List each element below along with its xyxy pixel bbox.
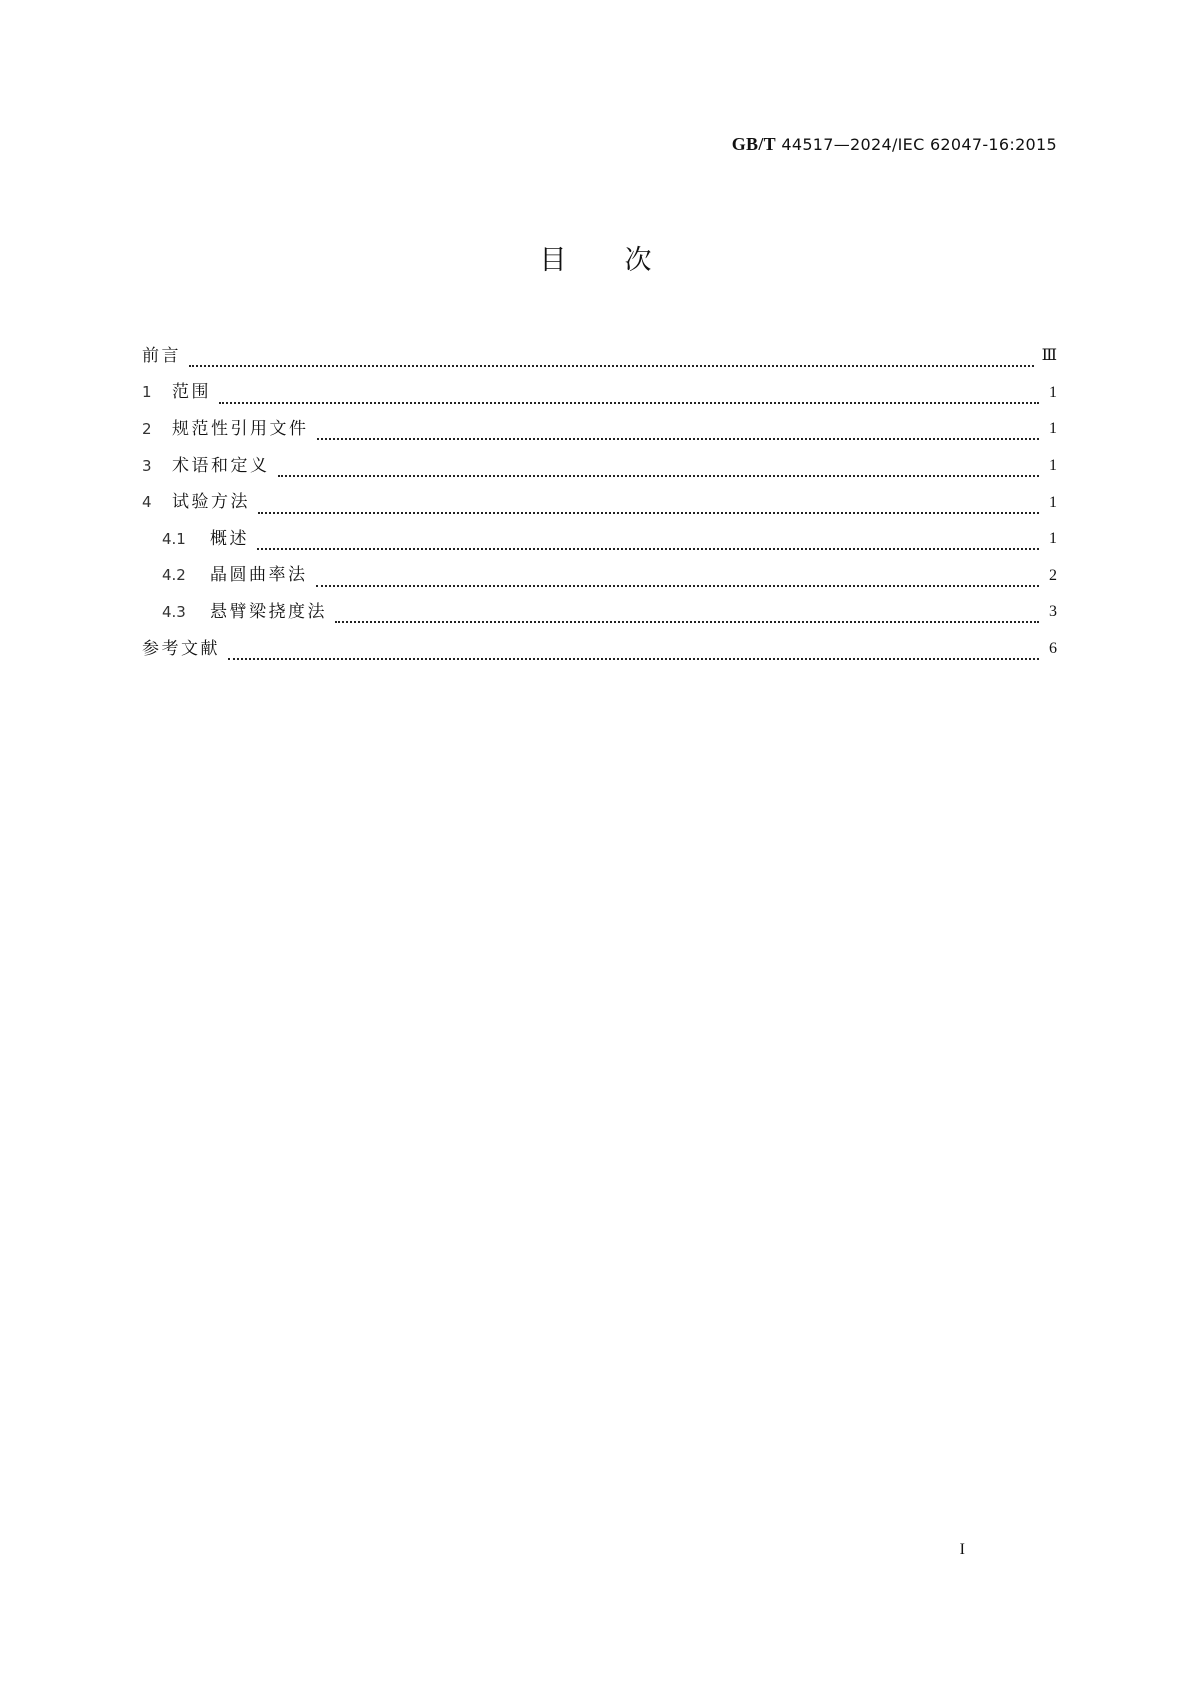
toc-entry-scope[interactable] [142,375,1057,412]
toc-entry-page: 1 [1049,383,1057,401]
toc-entry-label: 试验方法 [172,492,250,513]
toc-title: 目次 [539,245,710,276]
toc-entry-label: 悬臂梁挠度法 [210,601,327,622]
toc-entry-label: 术语和定义 [172,455,270,476]
dot-leader [189,351,1034,367]
toc-entry-label: 规范性引用文件 [172,418,309,439]
standard-code-number: 44517—2024/IEC 62047-16:2015 [775,135,1057,154]
document-header [732,134,1057,155]
toc-entry-page: Ⅲ [1041,347,1057,365]
toc-entry-bibliography[interactable] [142,631,1057,668]
table-of-contents [142,338,1057,667]
toc-entry-normative-references[interactable] [142,411,1057,448]
toc-entry-label: 参考文献 [142,638,220,659]
toc-entry-number: 4.2 [162,566,186,585]
toc-entry-page: 2 [1049,566,1057,584]
page-number: I [959,1541,965,1558]
dot-leader [316,571,1040,587]
toc-entry-number: 4.3 [162,602,186,621]
dot-leader [219,388,1039,404]
toc-entry-number: 1 [142,383,152,402]
toc-entry-foreword[interactable] [142,338,1057,375]
toc-entry-page: 1 [1049,530,1057,548]
toc-entry-number: 2 [142,419,152,438]
toc-entry-overview[interactable] [142,521,1057,558]
dot-leader [228,644,1039,660]
toc-entry-number: 4 [142,493,152,512]
toc-entry-label: 晶圆曲率法 [210,565,308,586]
dot-leader [258,498,1039,514]
toc-entry-page: 1 [1049,420,1057,438]
toc-entry-terms-definitions[interactable] [142,448,1057,485]
toc-entry-page: 6 [1049,640,1057,658]
standard-code-prefix: GB/T [731,134,776,154]
toc-entry-wafer-curvature[interactable] [142,558,1057,595]
toc-entry-number: 4.1 [162,529,186,548]
toc-entry-label: 前言 [142,345,181,366]
toc-entry-page: 1 [1049,457,1057,475]
toc-entry-number: 3 [142,456,152,475]
toc-entry-page: 1 [1049,493,1057,511]
toc-entry-page: 3 [1049,603,1057,621]
dot-leader [257,534,1039,550]
dot-leader [317,424,1040,440]
toc-entry-test-methods[interactable] [142,484,1057,521]
toc-entry-label: 概述 [210,528,249,549]
toc-entry-label: 范围 [172,382,211,403]
dot-leader [278,461,1040,477]
toc-entry-cantilever-deflection[interactable] [142,594,1057,631]
dot-leader [335,607,1039,623]
